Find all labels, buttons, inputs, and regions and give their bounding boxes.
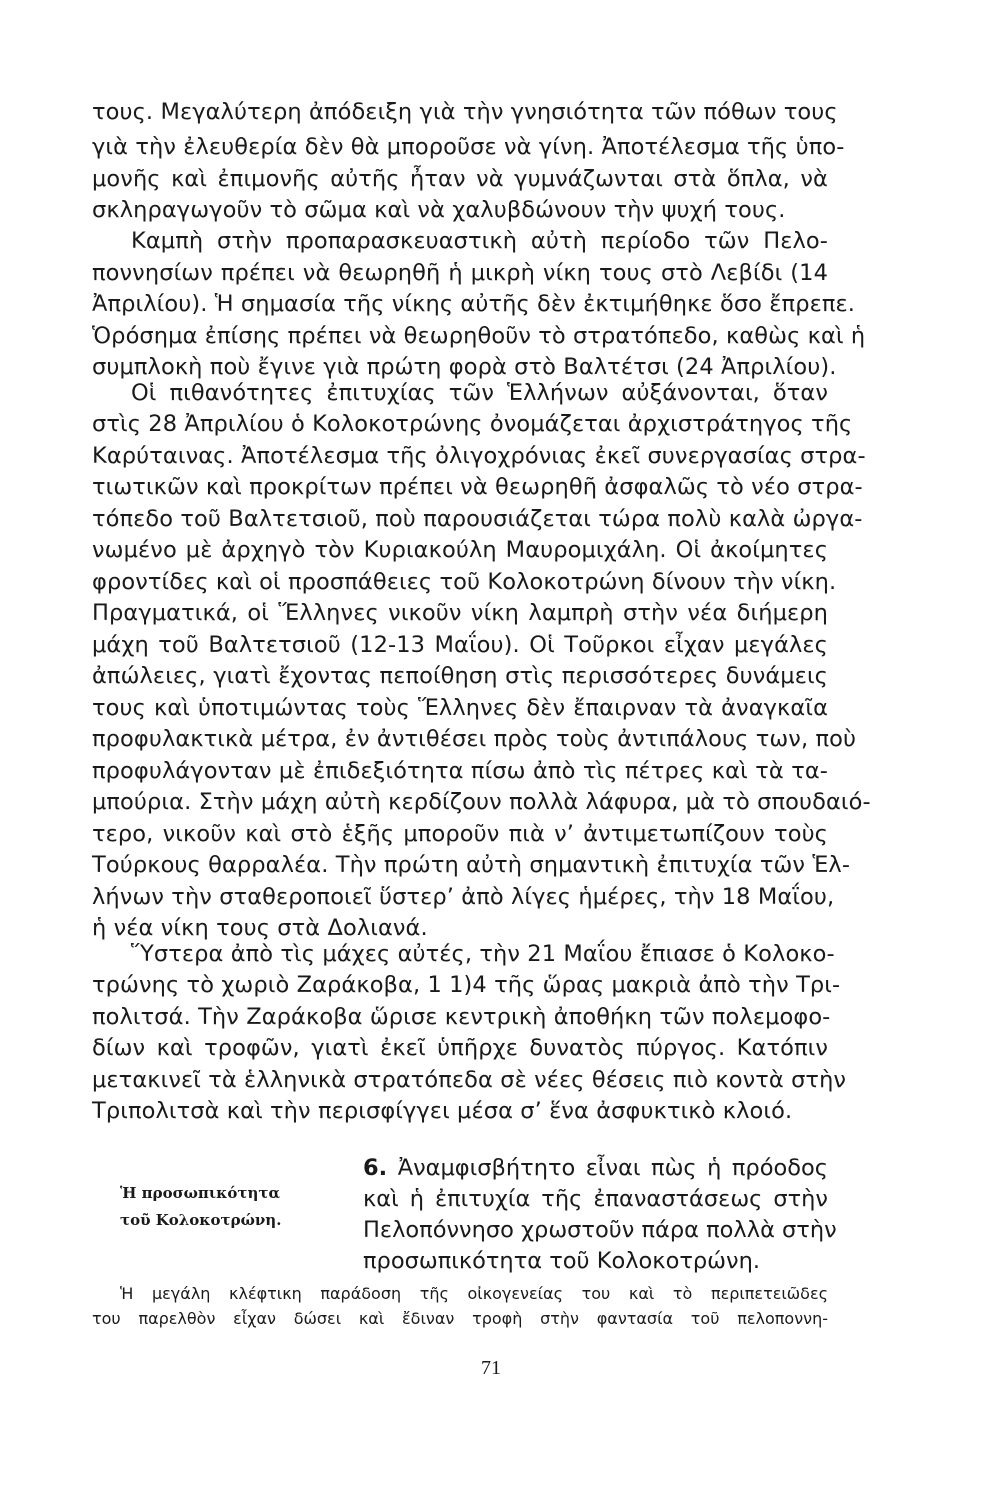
section-line: Πελοπόννησο χρωστοῦν πάρα πολλὰ στὴν (363, 1217, 837, 1243)
body-line: δίων καὶ τροφῶν, γιατὶ ἐκεῖ ὑπῆρχε δυνατὸς πύργος. Κατόπιν (92, 1035, 828, 1061)
footnote-line: Ἡ μεγάλη κλέφτικη παράδοση τῆς οἰκογενείας του καὶ τὸ περιπετειῶδες (120, 1284, 828, 1303)
section-line: προσωπικότητα τοῦ Κολοκοτρώνη. (363, 1248, 760, 1274)
body-line: ἡ νέα νίκη τους στὰ Δολιανά. (92, 915, 428, 941)
body-line: μπούρια. Στὴν μάχη αὐτὴ κερδίζουν πολλὰ λάφυρα, μὰ τὸ σπουδαιό- (92, 789, 871, 815)
body-line: μονῆς καὶ ἐπιμονῆς αὐτῆς ἦταν νὰ γυμνάζωνται στὰ ὅπλα, νὰ (92, 166, 828, 192)
body-line: ἀπώλειες, γιατὶ ἔχοντας πεποίθηση στὶς περισσότερες δυνάμεις (92, 663, 828, 689)
section-first-line-text: Ἀναμφισβήτητο εἶναι πὼς ἡ πρόοδος (397, 1155, 828, 1181)
body-line: πολιτσά. Τὴν Ζαράκοβα ὥρισε κεντρικὴ ἀποθήκη τῶν πολεμοφο- (92, 1004, 831, 1030)
body-line: γιὰ τὴν ἐλευθερία δὲν θὰ μποροῦσε νὰ γίνη. Ἀποτέλεσμα τῆς ὑπο- (92, 134, 845, 160)
body-line: προφυλακτικὰ μέτρα, ἐν ἀντιθέσει πρὸς τοὺς ἀντιπάλους των, ποὺ (92, 726, 857, 752)
margin-note-line: Ἡ προσωπικότητα (120, 1184, 281, 1202)
body-line: Ὁρόσημα ἐπίσης πρέπει νὰ θεωρηθοῦν τὸ στρατόπεδο, καθὼς καὶ ἡ (92, 323, 866, 349)
body-line: τους. Μεγαλύτερη ἀπόδειξη γιὰ τὴν γνησιότητα τῶν πόθων τους (92, 99, 838, 125)
body-line: τους καὶ ὑποτιμώντας τοὺς Ἕλληνες δὲν ἔπαιρναν τὰ ἀναγκαῖα (92, 695, 828, 721)
body-line: συμπλοκὴ ποὺ ἔγινε γιὰ πρώτη φορὰ στὸ Βαλτέτσι (24 Ἀπριλίου). (92, 354, 837, 380)
body-line: Καμπὴ στὴν προπαρασκευαστικὴ αὐτὴ περίοδο τῶν Πελο- (131, 228, 828, 254)
body-line: τόπεδο τοῦ Βαλτετσιοῦ, ποὺ παρουσιάζεται τώρα πολὺ καλὰ ὠργα- (92, 506, 863, 532)
margin-note-line: τοῦ Κολοκοτρώνη. (120, 1211, 282, 1229)
page-number: 71 (481, 1357, 501, 1379)
body-line: στὶς 28 Ἀπριλίου ὁ Κολοκοτρώνης ὀνομάζεται ἀρχιστράτηγος τῆς (92, 411, 853, 437)
body-line: Τούρκους θαρραλέα. Τὴν πρώτη αὐτὴ σημαντικὴ ἐπιτυχία τῶν Ἑλ- (92, 852, 851, 878)
body-line: ποννησίων πρέπει νὰ θεωρηθῆ ἡ μικρὴ νίκη τους στὸ Λεβίδι (14 (92, 260, 828, 286)
body-line: Οἱ πιθανότητες ἐπιτυχίας τῶν Ἑλλήνων αὐξάνονται, ὅταν (131, 380, 828, 406)
body-line: Ἀπριλίου). Ἡ σημασία τῆς νίκης αὐτῆς δὲν ἐκτιμήθηκε ὅσο ἔπρεπε. (92, 291, 856, 317)
body-line: Καρύταινας. Ἀποτέλεσμα τῆς ὀλιγοχρόνιας ἐκεῖ συνεργασίας στρα- (92, 443, 866, 469)
body-line: νωμένο μὲ ἀρχηγὸ τὸν Κυριακούλη Μαυρομιχάλη. Οἱ ἀκοίμητες (92, 537, 828, 563)
body-line: Ὕστερα ἀπὸ τὶς μάχες αὐτές, τὴν 21 Μαΐου ἔπιασε ὁ Κολοκο- (131, 941, 835, 967)
body-line: Τριπολιτσὰ καὶ τὴν περισφίγγει μέσα σ’ ἕνα ἀσφυκτικὸ κλοιό. (92, 1098, 793, 1124)
body-line: Πραγματικά, οἱ Ἕλληνες νικοῦν νίκη λαμπρὴ στὴν νέα διήμερη (92, 600, 828, 626)
footnote-line: του παρελθὸν εἶχαν δώσει καὶ ἔδιναν τροφὴ στὴν φαντασία τοῦ πελοποννη- (92, 1309, 828, 1328)
section-line: καὶ ἡ ἐπιτυχία τῆς ἐπαναστάσεως στὴν (363, 1186, 828, 1212)
body-line: φροντίδες καὶ οἱ προσπάθειες τοῦ Κολοκοτρώνη δίνουν τὴν νίκη. (92, 569, 837, 595)
section-number: 6. (363, 1155, 388, 1181)
body-line: τρώνης τὸ χωριὸ Ζαράκοβα, 1 1)4 τῆς ὥρας μακριὰ ἀπὸ τὴν Τρι- (92, 972, 841, 998)
body-line: προφυλάγονταν μὲ ἐπιδεξιότητα πίσω ἀπὸ τὶς πέτρες καὶ τὰ τα- (92, 758, 828, 784)
body-line: μετακινεῖ τὰ ἑλληνικὰ στρατόπεδα σὲ νέες θέσεις πιὸ κοντὰ στὴν (92, 1067, 847, 1093)
body-line: σκληραγωγοῦν τὸ σῶμα καὶ νὰ χαλυβδώνουν τὴν ψυχή τους. (92, 197, 786, 223)
body-line: λήνων τὴν σταθεροποιεῖ ὕστερ’ ἀπὸ λίγες ἡμέρες, τὴν 18 Μαΐου, (92, 884, 835, 910)
body-line: τιωτικῶν καὶ προκρίτων πρέπει νὰ θεωρηθῆ ἀσφαλῶς τὸ νέο στρα- (92, 474, 863, 500)
section-first-line (363, 1157, 828, 1180)
body-line: μάχη τοῦ Βαλτετσιοῦ (12-13 Μαΐου). Οἱ Τοῦρκοι εἶχαν μεγάλες (92, 632, 828, 658)
body-line: τερο, νικοῦν καὶ στὸ ἑξῆς μποροῦν πιὰ ν’ ἀντιμετωπίζουν τοὺς (92, 821, 828, 847)
